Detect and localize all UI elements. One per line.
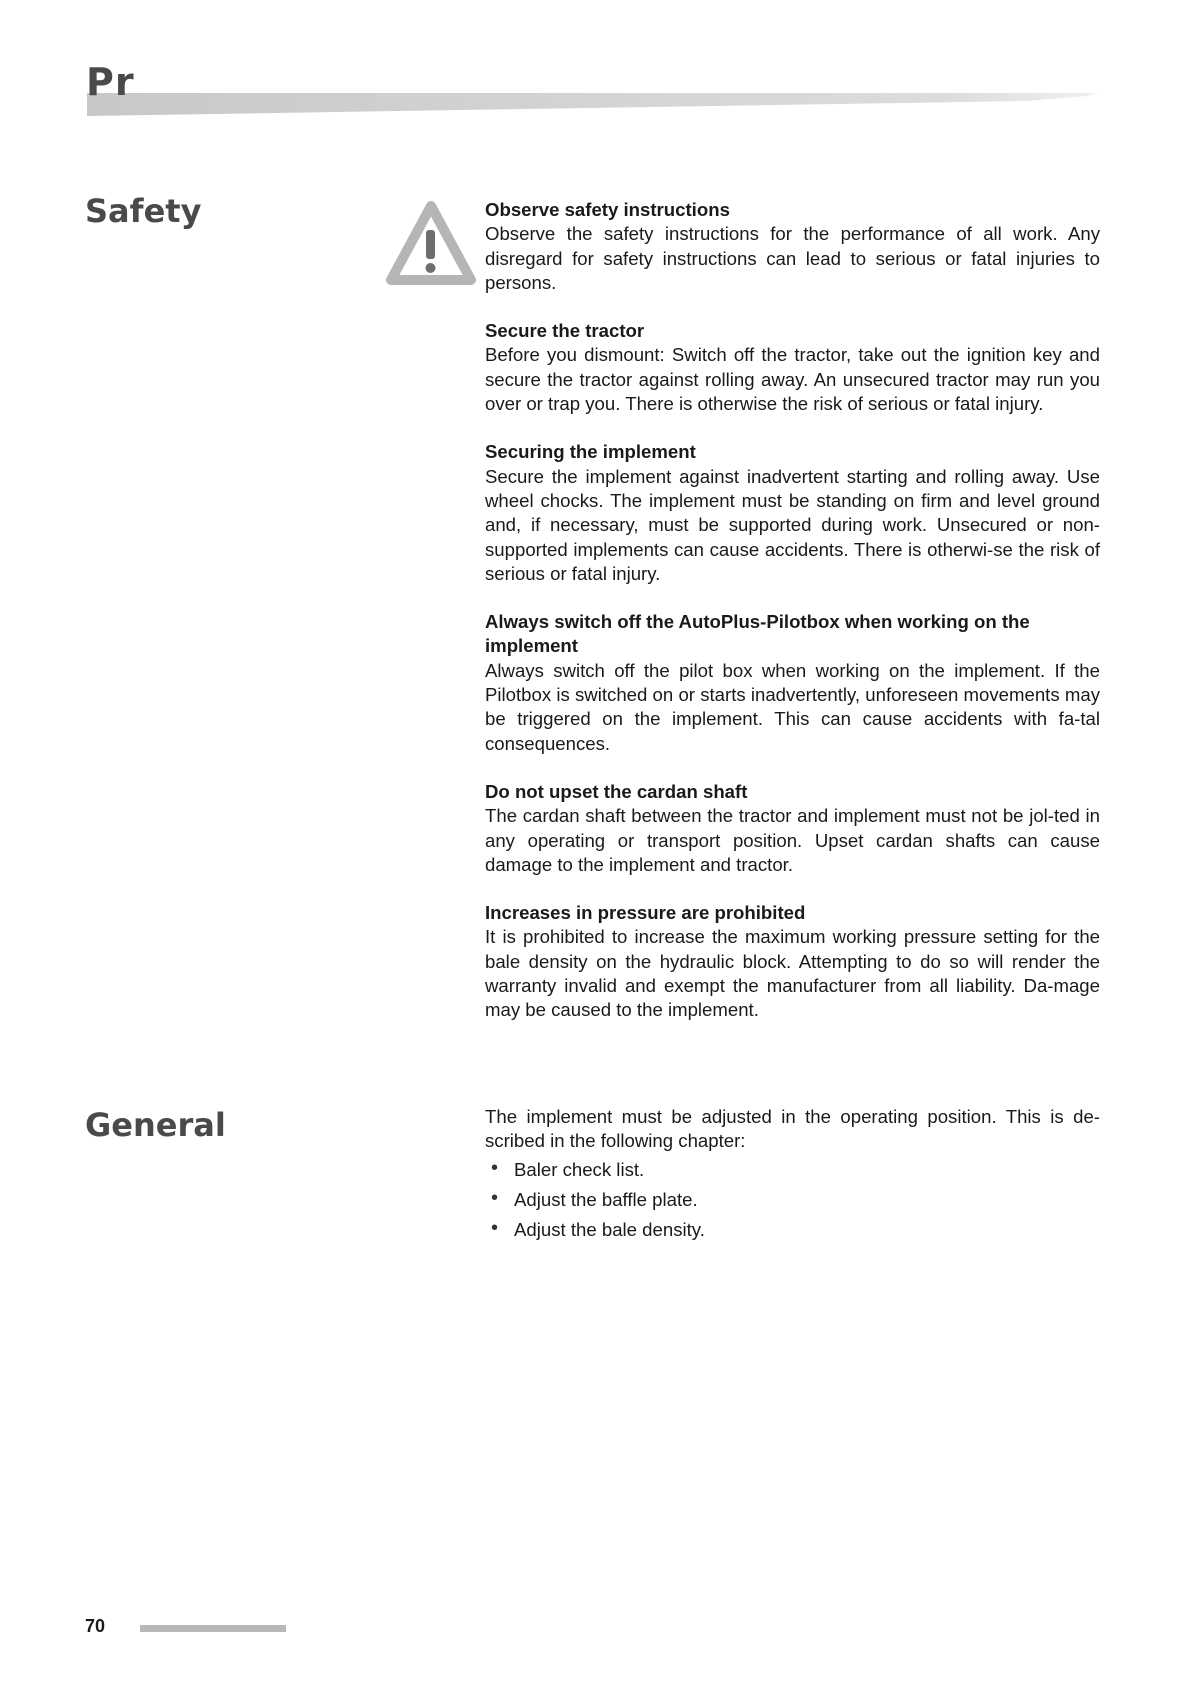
safety-block: [485, 901, 1100, 1022]
safety-block: [485, 319, 1100, 416]
safety-block-text: Secure the implement against inadvertent starting and rolling away. Use wheel chocks. The implement must be standing on firm and level ground and, if necessary, must be supported during work. Unsecured or non-supported implements can cause accidents. There is otherwi-se the risk of serious or fatal injury.: [485, 465, 1100, 584]
section-title-general: General: [85, 1106, 226, 1144]
safety-block-text: Always switch off the pilot box when working on the implement. If the Pilotbox is switched on or starts inadvertently, unforeseen movements may be triggered on the implement. This can cause accidents with fa-tal consequences.: [485, 659, 1100, 754]
safety-block-title: Always switch off the AutoPlus-Pilotbox when working on the implement: [485, 611, 1030, 657]
safety-block-text: It is prohibited to increase the maximum working pressure setting for the bale density on the hydraulic block. Attempting to do so will render the warranty invalid and exempt the manufacturer from all liability. Da-mage may be caused to the implement.: [485, 926, 1100, 1021]
safety-block-title: Secure the tractor: [485, 320, 645, 342]
warning-triangle-icon: [385, 200, 477, 288]
section-title-safety: Safety: [85, 192, 202, 230]
footer-bar: [140, 1625, 286, 1632]
bullet-icon: •: [491, 1216, 499, 1239]
list-item: • Adjust the bale density.: [491, 1216, 705, 1240]
bullet-icon: •: [491, 1156, 499, 1179]
page-number: 70: [85, 1616, 106, 1636]
list-item: • Baler check list.: [491, 1156, 645, 1180]
header-bar: [87, 90, 1097, 116]
safety-block: [485, 780, 1100, 877]
bullet-icon: •: [491, 1186, 499, 1209]
safety-content: [485, 198, 1100, 1047]
general-intro: The implement must be adjusted in the operating position. This is de-scribed in the following chapter:: [485, 1106, 1100, 1152]
header-chapter-code: Pr: [86, 60, 135, 104]
general-content: [485, 1105, 1100, 1248]
safety-block-title: Increases in pressure are prohibited: [485, 902, 806, 924]
safety-block-title: Do not upset the cardan shaft: [485, 780, 748, 802]
safety-block-title: Securing the implement: [485, 441, 696, 463]
safety-block: [485, 440, 1100, 586]
safety-block: [485, 198, 1100, 295]
list-item: • Adjust the baffle plate.: [491, 1186, 698, 1210]
safety-block: [485, 610, 1100, 756]
safety-block-text: Before you dismount: Switch off the tractor, take out the ignition key and secure the tractor against rolling away. An unsecured tractor may run you over or trap you. There is otherwise the risk of serious or fatal injury.: [485, 344, 1100, 415]
general-bullet-list: [485, 1158, 1100, 1242]
safety-block-title: Observe safety instructions: [485, 199, 730, 220]
safety-block-text: The cardan shaft between the tractor and implement must not be jol-ted in any operating or transport position. Upset cardan shafts can cause damage to the implement and tractor.: [485, 805, 1100, 875]
safety-block-text: Observe the safety instructions for the performance of all work. Any disregard for safety instructions can lead to serious or fatal injuries to persons.: [485, 223, 1100, 293]
